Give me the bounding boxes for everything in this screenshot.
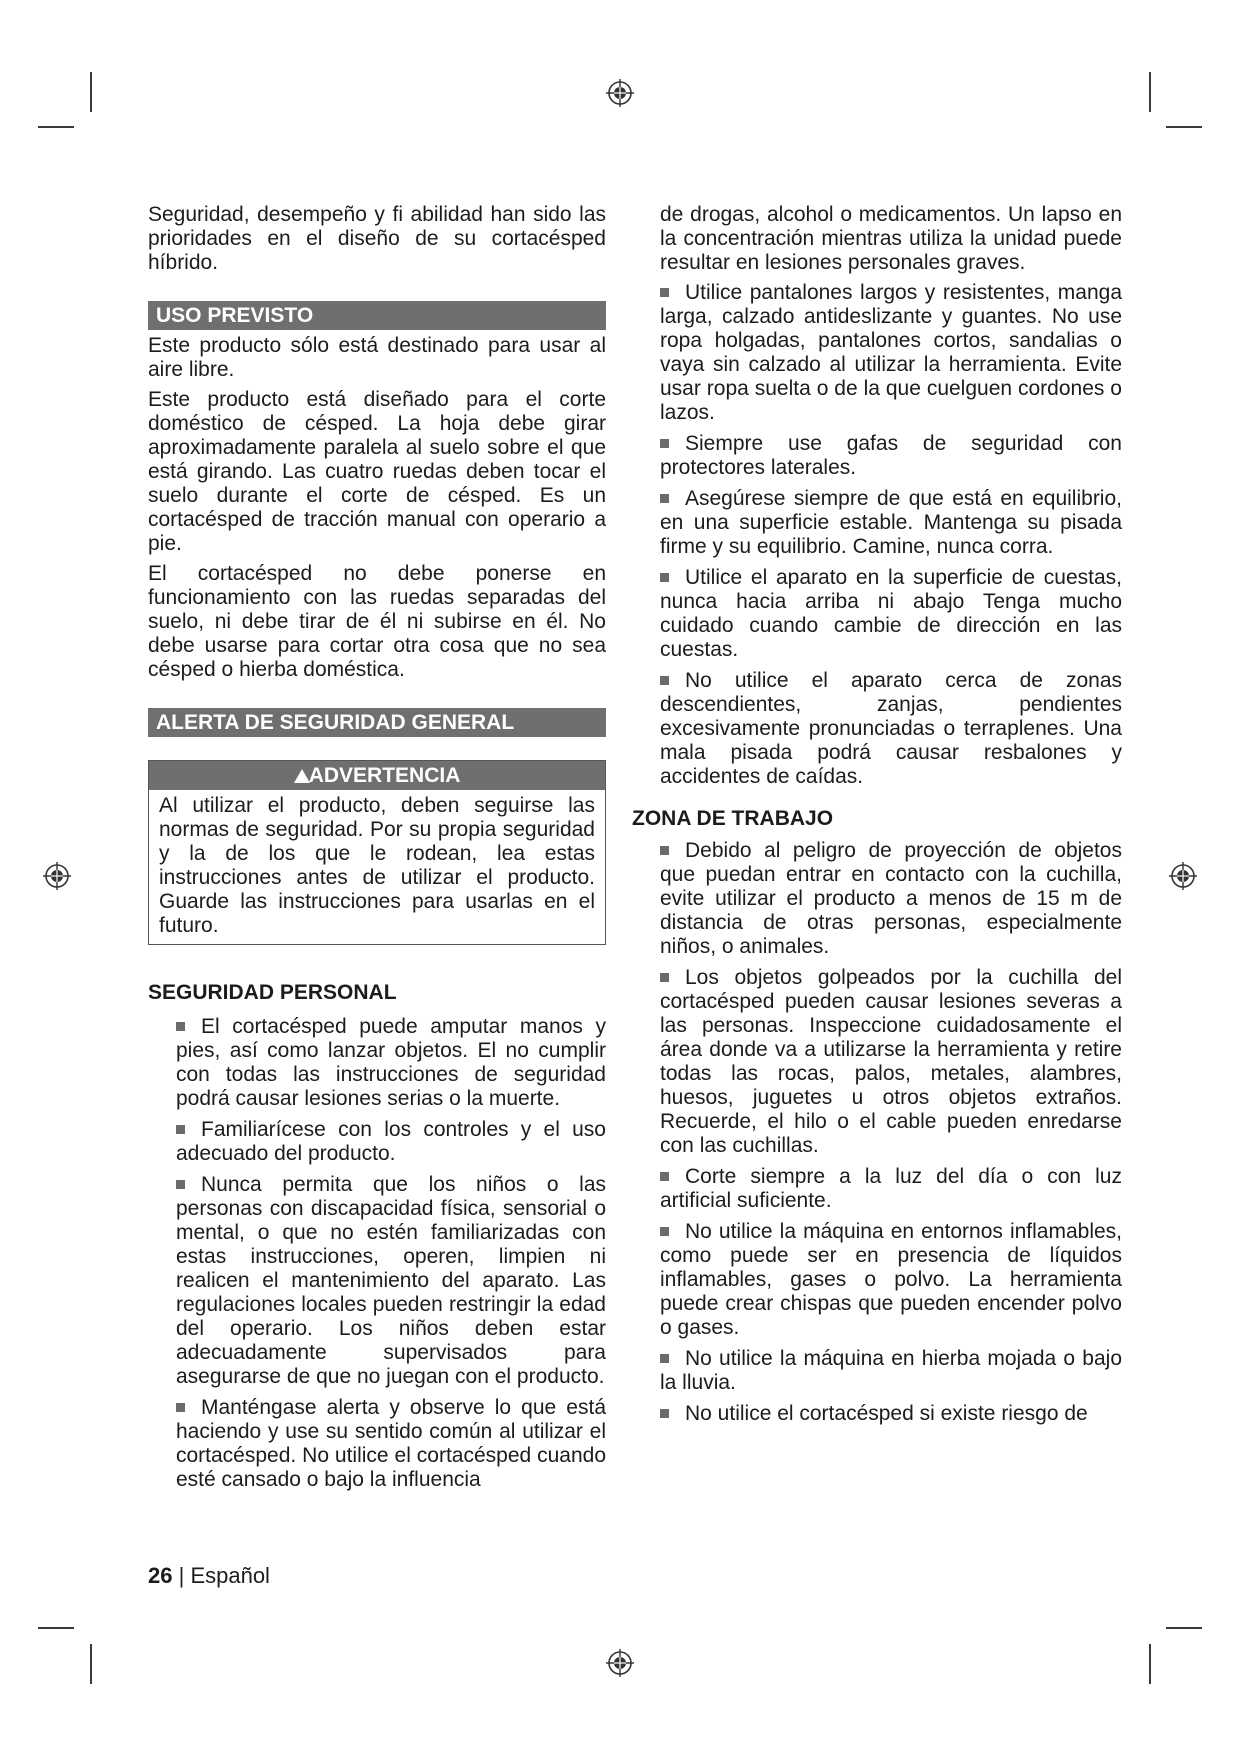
bullet-square-icon [660, 494, 669, 503]
registration-mark-left-icon [42, 861, 72, 891]
bullet-square-icon [660, 573, 669, 582]
bullet-square-icon [176, 1403, 185, 1412]
seguridad-personal-list [176, 1015, 606, 1492]
crop-mark-bottom-right-h [1166, 1627, 1202, 1629]
warning-text: Al utilizar el producto, deben seguirse las normas de seguridad. Por su propia seguridad y la de los que le rodean, lea estas instrucciones antes de utilizar el producto. Guarde las instrucciones para usarlas en el futuro. [159, 794, 595, 937]
page-footer [148, 1563, 270, 1589]
list-item: No utilice la máquina en entornos inflamables, como puede ser en presencia de líquidos inflamables, gases o polvo. La herramienta puede crear chispas que pueden encender polvo o gases. [660, 1220, 1122, 1339]
registration-mark-right-icon [1168, 861, 1198, 891]
crop-mark-bottom-left-h [38, 1627, 74, 1629]
warning-header [149, 761, 605, 790]
continuation-paragraph: de drogas, alcohol o medicamentos. Un lapso en la concentración mientras utiliza la unidad puede resultar en lesiones personales graves. [660, 203, 1122, 274]
list-item: No utilice el aparato cerca de zonas descendientes, zanjas, pendientes excesivamente pronunciadas o terraplenes. Una mala pisada podrá causar resbalones y accidentes de caídas. [660, 669, 1122, 788]
crop-mark-top-left-h [38, 126, 74, 128]
list-item: Nunca permita que los niños o las personas con discapacidad física, sensorial o mental, o que no estén familiarizadas con estas instrucciones, operen, limpien ni realicen el mantenimiento del aparato. Las regulaciones locales pueden restringir la edad del operario. Los niños deben estar adecuadamente supervisados para asegurarse de que no juegan con el producto. [176, 1173, 606, 1388]
list-item: El cortacésped puede amputar manos y pies, así como lanzar objetos. El no cumplir con todas las instrucciones de seguridad podrá causar lesiones serias o la muerte. [176, 1015, 606, 1110]
warning-triangle-icon [294, 769, 310, 783]
list-item: Debido al peligro de proyección de objetos que puedan entrar en contacto con la cuchilla, evite utilizar el producto a menos de 15 m de distancia de otras personas, especialmente niños, o animales. [660, 839, 1122, 958]
bullet-square-icon [660, 1354, 669, 1363]
bullet-square-icon [660, 288, 669, 297]
list-item: Siempre use gafas de seguridad con protectores laterales. [660, 432, 1122, 479]
bullet-square-icon [660, 439, 669, 448]
bullet-square-icon [660, 846, 669, 855]
paragraph: El cortacésped no debe ponerse en funcionamiento con las ruedas separadas del suelo, ni debe tirar de él ni subirse en él. No debe usarse para cortar otra cosa que no sea césped o hierba doméstica. [148, 562, 606, 681]
crop-mark-bottom-left-v [90, 1644, 92, 1684]
intro-paragraph: Seguridad, desempeño y fi abilidad han sido las prioridades en el diseño de su cortacésped híbrido. [148, 203, 606, 274]
section-heading-alerta: ALERTA DE SEGURIDAD GENERAL [148, 708, 606, 737]
registration-mark-bottom-icon [605, 1648, 635, 1678]
crop-mark-top-left-v [90, 72, 92, 112]
left-column [148, 203, 606, 1499]
crop-mark-top-right-v [1149, 72, 1151, 112]
paragraph: Este producto está diseñado para el corte doméstico de césped. La hoja debe girar aproximadamente paralela al suelo sobre el que está girando. Las cuatro ruedas deben tocar el suelo durante el corte de césped. Es un cortacésped de tracción manual con operario a pie. [148, 388, 606, 555]
bullet-square-icon [176, 1125, 185, 1134]
bullet-square-icon [660, 1172, 669, 1181]
page-language: Español [190, 1563, 270, 1588]
list-item: Utilice el aparato en la superficie de cuestas, nunca hacia arriba ni abajo Tenga mucho cuidado cuando cambie de dirección en las cuestas. [660, 566, 1122, 661]
list-item: Asegúrese siempre de que está en equilibrio, en una superficie estable. Mantenga su pisada firme y su equilibrio. Camine, nunca corra. [660, 487, 1122, 558]
section-heading-seguridad-personal: SEGURIDAD PERSONAL [148, 981, 397, 1004]
list-item: No utilice el cortacésped si existe riesgo de [660, 1402, 1122, 1426]
list-item: Manténgase alerta y observe lo que está haciendo y use su sentido común al utilizar el cortacésped. No utilice el cortacésped cuando esté cansado o bajo la influencia [176, 1396, 606, 1491]
bullet-square-icon [660, 973, 669, 982]
footer-separator: | [172, 1563, 191, 1588]
page-number: 26 [148, 1563, 173, 1588]
list-item: Utilice pantalones largos y resistentes, manga larga, calzado antideslizante y guantes. No use ropa holgadas, pantalones cortos, sandalias o vaya sin calzado al utilizar la herramienta. Evite usar ropa suelta o de la que cuelguen cordones o lazos. [660, 281, 1122, 424]
crop-mark-top-right-h [1166, 126, 1202, 128]
warning-box [148, 760, 606, 945]
list-item: Corte siempre a la luz del día o con luz artificial suficiente. [660, 1165, 1122, 1212]
list-item: Los objetos golpeados por la cuchilla del cortacésped pueden causar lesiones severas a las personas. Inspeccione cuidadosamente el área donde va a utilizarse la herramienta y retire todas las rocas, palos, metales, alambres, huesos, juguetes u otros objetos extraños. Recuerde, el hilo o el cable pueden enredarse con las cuchillas. [660, 966, 1122, 1157]
bullet-square-icon [176, 1022, 185, 1031]
bullet-square-icon [660, 1409, 669, 1418]
section-heading-uso-previsto: USO PREVISTO [148, 301, 606, 330]
crop-mark-bottom-right-v [1149, 1644, 1151, 1684]
bullet-square-icon [660, 676, 669, 685]
paragraph: Este producto sólo está destinado para usar al aire libre. [148, 334, 606, 381]
bullet-square-icon [660, 1227, 669, 1236]
zona-de-trabajo-list [660, 839, 1122, 1426]
list-item: No utilice la máquina en hierba mojada o bajo la lluvia. [660, 1347, 1122, 1394]
warning-title: ADVERTENCIA [308, 764, 461, 787]
section-heading-zona-de-trabajo: ZONA DE TRABAJO [632, 807, 834, 830]
registration-mark-top-icon [605, 78, 635, 108]
bullet-square-icon [176, 1180, 185, 1189]
right-column [632, 203, 1122, 1433]
seguridad-personal-list-continued [660, 281, 1122, 789]
list-item: Familiarícese con los controles y el uso adecuado del producto. [176, 1118, 606, 1165]
